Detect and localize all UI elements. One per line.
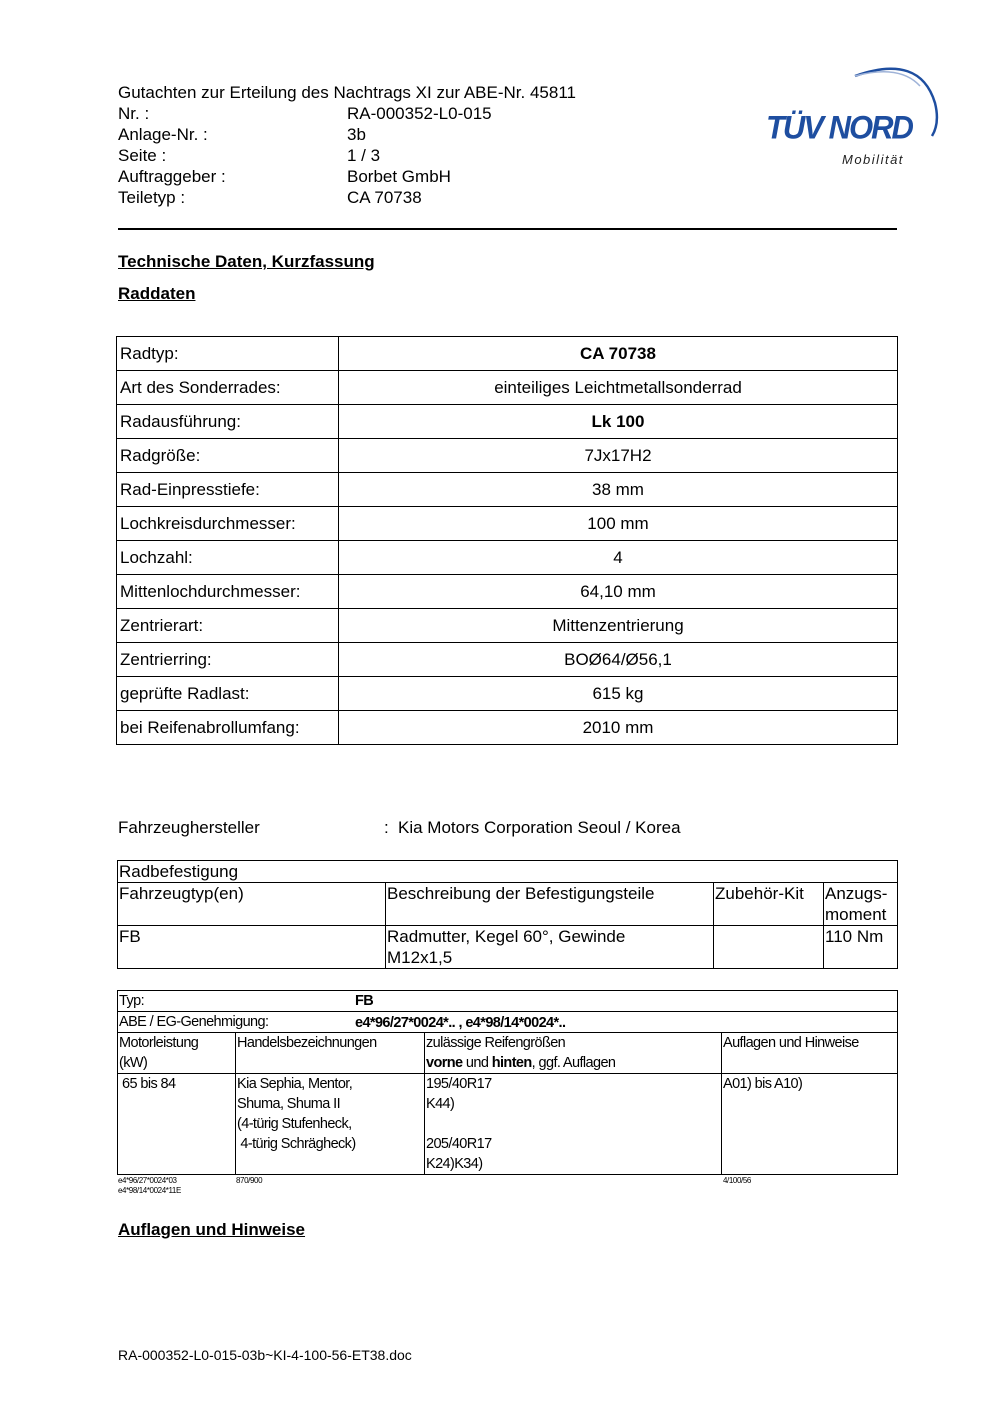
table-cell-value: Mittenzentrierung [339, 609, 898, 643]
cell-handel [236, 1074, 425, 1175]
table-row [117, 405, 898, 439]
header-bold: vorne [426, 1055, 463, 1071]
section-raddaten: Raddaten [118, 284, 196, 303]
header-cell [824, 883, 898, 926]
document-header [118, 82, 678, 208]
befestigung-table [117, 860, 898, 969]
table-cell-label: Lochzahl: [117, 541, 339, 575]
description-line: Radmutter, Kegel 60°, Gewinde [387, 927, 626, 946]
header-cell: Fahrzeugtyp(en) [118, 883, 386, 926]
manufacturer-sep: : [384, 818, 389, 837]
header-value: 3b [347, 125, 366, 144]
page-footer: RA-000352-L0-015-03b~KI-4-100-56-ET38.doc [118, 1347, 412, 1363]
header-label: Auftraggeber : [118, 167, 226, 186]
header-label: Teiletyp : [118, 188, 186, 207]
header-line: (kW) [119, 1055, 148, 1071]
typ-row [118, 991, 898, 1012]
header-field-teiletyp [118, 187, 678, 208]
table-row [118, 991, 898, 1012]
cell-torque: 110 Nm [824, 926, 898, 969]
typ-foot-right: 4/100/56 [723, 1176, 751, 1185]
header-line: Anzugs- [825, 884, 888, 903]
table-row [117, 677, 898, 711]
reifen-line [426, 1114, 720, 1134]
table-cell-value: 615 kg [339, 677, 898, 711]
header-cell [118, 1033, 236, 1074]
table-row [118, 883, 898, 926]
table-cell-label: bei Reifenabrollumfang: [117, 711, 339, 745]
header-line [426, 1053, 720, 1073]
handel-line: Shuma, Shuma II [237, 1096, 341, 1112]
logo-sub: Mobilität [842, 152, 904, 167]
abe-label: ABE / EG-Genehmigung: [119, 1014, 269, 1030]
header-text: , ggf. Auflagen [531, 1055, 616, 1071]
table-cell-label: Radgröße: [117, 439, 339, 473]
table-cell-label: Art des Sonderrades: [117, 371, 339, 405]
cell-type: FB [118, 926, 386, 969]
table-cell-value: CA 70738 [339, 337, 898, 371]
header-cell: Auflagen und Hinweise [722, 1033, 898, 1074]
typ-foot-left [118, 1176, 181, 1196]
cell-reifen [425, 1074, 722, 1175]
table-cell-label: Radausführung: [117, 405, 339, 439]
abe-row [118, 1012, 898, 1033]
header-rule [118, 228, 897, 230]
table-row [117, 439, 898, 473]
handel-line: (4-türig Stufenheck, [237, 1116, 352, 1132]
header-text: und [462, 1055, 492, 1071]
table-cell-value: 4 [339, 541, 898, 575]
header-label: Nr. : [118, 104, 150, 123]
header-line: zulässige Reifengrößen [426, 1035, 566, 1051]
table-cell-value: 38 mm [339, 473, 898, 507]
table-row [117, 473, 898, 507]
table-row [118, 926, 898, 969]
table-cell-label: Mittenlochdurchmesser: [117, 575, 339, 609]
logo-brand: TÜV NORD [766, 109, 912, 146]
header-field-seite [118, 145, 678, 166]
reifen-line: 205/40R17 [426, 1136, 492, 1152]
header-value: CA 70738 [347, 188, 422, 207]
cell-description [386, 926, 714, 969]
table-cell-value: BOØ64/Ø56,1 [339, 643, 898, 677]
header-line: Motorleistung [119, 1035, 199, 1051]
header-value: 1 / 3 [347, 146, 381, 165]
table-cell-label: Zentrierring: [117, 643, 339, 677]
table-row [117, 643, 898, 677]
section-auflagen: Auflagen und Hinweise [118, 1220, 306, 1239]
handel-line: 4-türig Schrägheck) [237, 1136, 356, 1152]
table-cell-value: einteiliges Leichtmetallsonderrad [339, 371, 898, 405]
header-field-nr [118, 103, 678, 124]
section-technical: Technische Daten, Kurzfassung [118, 252, 375, 271]
table-cell-value: Lk 100 [339, 405, 898, 439]
tuev-nord-logo [760, 58, 945, 173]
cell-motor: 65 bis 84 [118, 1074, 236, 1175]
header-title: Gutachten zur Erteilung des Nachtrags XI zur ABE-Nr. 45811 [118, 83, 576, 102]
header-value: Borbet GmbH [347, 167, 451, 186]
header-field-auftraggeber [118, 166, 678, 187]
table-cell-value: 64,10 mm [339, 575, 898, 609]
table-row [117, 575, 898, 609]
header-label: Anlage-Nr. : [118, 125, 208, 144]
manufacturer-value: Kia Motors Corporation Seoul / Korea [398, 818, 681, 837]
header-cell: Handelsbezeichnungen [236, 1033, 425, 1074]
foot-line: e4*98/14*0024*11E [118, 1186, 181, 1195]
header-cell: Beschreibung der Befestigungsteile [386, 883, 714, 926]
table-row [118, 1033, 898, 1074]
header-value: RA-000352-L0-015 [347, 104, 492, 123]
typ-value: FB [355, 993, 374, 1009]
header-line: moment [825, 905, 887, 924]
table-row [117, 337, 898, 371]
cell-kit [714, 926, 824, 969]
table-row [117, 711, 898, 745]
table-row [118, 1012, 898, 1033]
reifen-line: 195/40R17 [426, 1076, 492, 1092]
foot-line: e4*96/27*0024*03 [118, 1176, 177, 1185]
header-cell [425, 1033, 722, 1074]
table-row [117, 541, 898, 575]
cell-auflagen: A01) bis A10) [722, 1074, 898, 1175]
table-row [118, 861, 898, 883]
table-row [117, 371, 898, 405]
table-cell-label: Rad-Einpresstiefe: [117, 473, 339, 507]
table-row [118, 1074, 898, 1175]
handel-line: Kia Sephia, Mentor, [237, 1076, 353, 1092]
table-cell-label: Zentrierart: [117, 609, 339, 643]
table-cell-value: 100 mm [339, 507, 898, 541]
header-label: Seite : [118, 146, 167, 165]
header-bold: hinten [491, 1055, 532, 1071]
reifen-line: K24)K34) [426, 1156, 483, 1172]
raddaten-table [116, 336, 898, 745]
description-line: M12x1,5 [387, 948, 453, 967]
table-cell-value: 2010 mm [339, 711, 898, 745]
reifen-line: K44) [426, 1096, 455, 1112]
befestigung-title: Radbefestigung [118, 861, 898, 883]
table-cell-label: geprüfte Radlast: [117, 677, 339, 711]
manufacturer-label: Fahrzeughersteller [118, 818, 260, 837]
header-field-anlage [118, 124, 678, 145]
table-cell-value: 7Jx17H2 [339, 439, 898, 473]
typ-label: Typ: [119, 993, 144, 1009]
abe-value: e4*96/27*0024*.. , e4*98/14*0024*.. [355, 1015, 566, 1031]
table-cell-label: Lochkreisdurchmesser: [117, 507, 339, 541]
table-row [117, 609, 898, 643]
header-cell: Zubehör-Kit [714, 883, 824, 926]
typ-table [117, 990, 898, 1175]
typ-foot-mid: 870/900 [236, 1176, 263, 1185]
table-cell-label: Radtyp: [117, 337, 339, 371]
table-row [117, 507, 898, 541]
